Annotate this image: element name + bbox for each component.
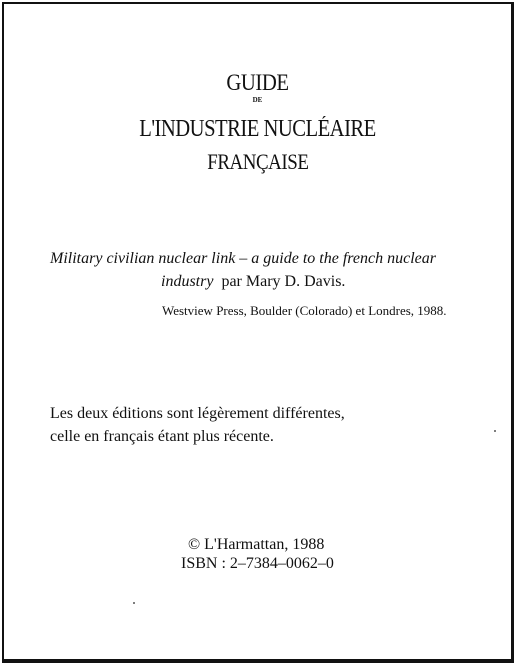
isbn-number: ISBN : 2–7384–0062–0 bbox=[181, 555, 334, 572]
reference-publisher: Westview Press, Boulder (Colorado) et Londres, 1988. bbox=[162, 303, 447, 318]
copyright-notice: © L'Harmattan, 1988 bbox=[188, 536, 325, 553]
title-francaise: FRANÇAISE bbox=[206, 149, 309, 174]
title-industrie: L'INDUSTRIE NUCLÉAIRE bbox=[139, 116, 376, 142]
scan-speck bbox=[494, 430, 496, 432]
reference-title-line1: Military civilian nuclear link – a guide to the french nuclear bbox=[50, 250, 436, 267]
reference-title-line2 bbox=[161, 273, 345, 291]
title-de: DE bbox=[252, 96, 263, 104]
scan-speck bbox=[133, 602, 135, 604]
title-guide: GUIDE bbox=[226, 70, 289, 95]
editions-note-line1: Les deux éditions sont légèrement différentes, bbox=[50, 405, 345, 422]
editions-note-line2: celle en français étant plus récente. bbox=[50, 428, 274, 445]
reference-author: par Mary D. Davis. bbox=[221, 273, 346, 290]
reference-title-continued: industry bbox=[161, 273, 214, 290]
